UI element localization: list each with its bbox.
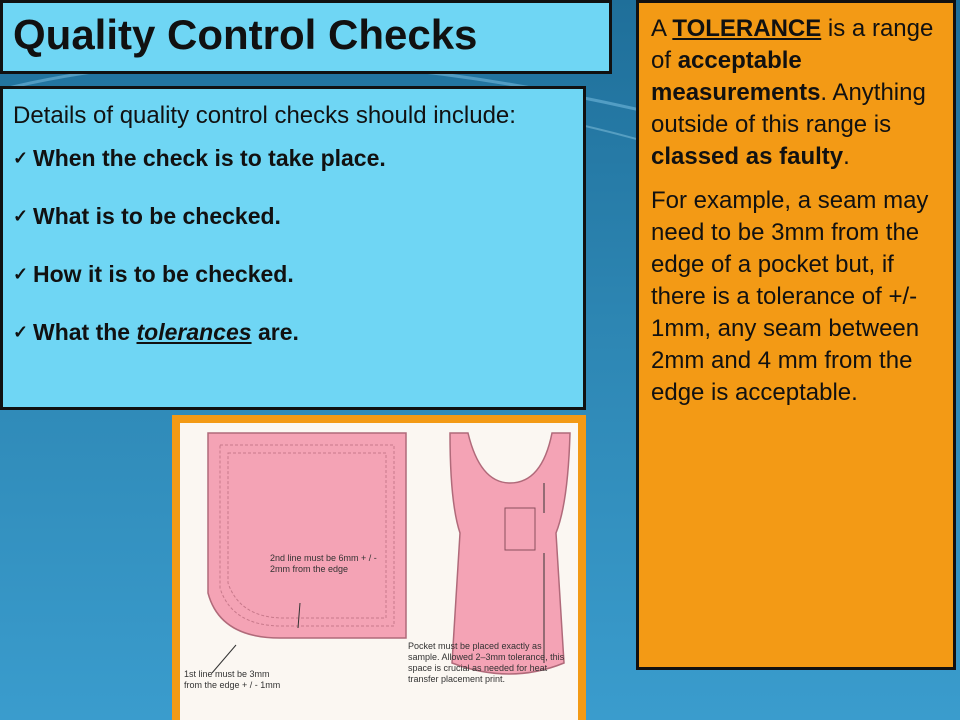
garment-diagram bbox=[172, 415, 586, 720]
list-item: ✓ When the check is to take place. bbox=[13, 145, 386, 171]
vest-shape bbox=[450, 433, 570, 674]
checkmark-icon: ✓ bbox=[13, 148, 29, 168]
label-pocket: Pocket must be placed exactly as sample. Allowed 2–3mm tolerance, this space is crucial as needed for heat transfer placement print. bbox=[408, 641, 565, 684]
label-1st-line: 1st line must be 3mm from the edge + / - 1mm bbox=[184, 669, 281, 690]
pocket-shape bbox=[208, 433, 406, 638]
checkmark-icon: ✓ bbox=[13, 264, 29, 284]
tolerance-example: For example, a seam may need to be 3mm from the edge of a pocket but, if there is a tolerance of +/- 1mm, any seam between 2mm and 4 mm from the edge is acceptable. bbox=[651, 187, 929, 406]
list-item: ✓ How it is to be checked. bbox=[13, 261, 294, 287]
title-banner bbox=[0, 0, 612, 74]
details-panel bbox=[0, 86, 586, 410]
checkmark-icon: ✓ bbox=[13, 322, 29, 342]
tolerance-term: TOLERANCE bbox=[672, 15, 822, 42]
list-item: ✓ What the tolerances are. bbox=[13, 319, 299, 345]
label-2nd-line: 2nd line must be 6mm + / - 2mm from the edge bbox=[270, 553, 377, 574]
checkmark-icon: ✓ bbox=[13, 206, 29, 226]
vest-pocket bbox=[505, 508, 535, 550]
tolerance-definition: A TOLERANCE is a range of acceptable measurements. Anything outside of this range is classed as faulty. bbox=[651, 15, 934, 170]
page-title: Quality Control Checks bbox=[13, 11, 478, 58]
tolerances-emphasis: tolerances bbox=[136, 319, 252, 345]
checklist bbox=[13, 143, 573, 375]
details-intro: Details of quality control checks should include: bbox=[13, 102, 516, 129]
tolerance-definition-panel bbox=[636, 0, 956, 670]
list-item: ✓ What is to be checked. bbox=[13, 203, 281, 229]
